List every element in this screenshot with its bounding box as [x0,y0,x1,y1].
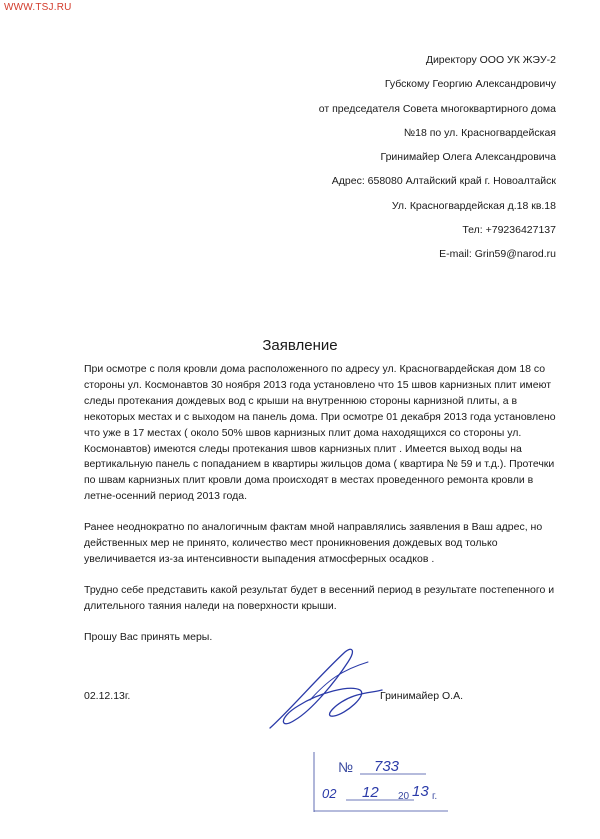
site-watermark: WWW.TSJ.RU [4,2,72,13]
document-title: Заявление [262,337,338,354]
body-paragraph: При осмотре с поля кровли дома расположенного по адресу ул. Красногвардейская дом 18 со стороны ул. Космонавтов 30 ноября 2013 года установлено что 15 швов карнизных плит имеют следы протекания дождевых вод с крыши на внутреннюю стороны карнизной плиты, а в некоторых местах и с выходом на панель дома. При осмотре 01 декабря 2013 года установлено что уже в 17 местах ( около 50% швов карнизных плит дома находящихся со стороны ул. Космонавтов) имеются следы протекания швов карнизных плит . Имеется выход воды на вертикальную панель с попаданием в квартиры жильцов дома ( квартира № 59 и т.д.). Протечки по швам карнизных плит кровли дома происходят в местах проведенного ремонта кровли в летне-осенний период 2013 года. [84,363,556,503]
addressee-line: от председателя Совета многоквартирного дома [318,102,556,115]
document-date: 02.12.13г. [84,690,131,702]
addressee-line: Директору ООО УК ЖЭУ-2 [425,54,556,66]
stamp-year-mark: г. [432,791,438,802]
addressee-block [176,48,556,267]
addressee-line: Тел: +79236427137 [462,224,556,237]
body-paragraph: Ранее неоднократно по аналогичным фактам мной направлялись заявления в Ваш адрес, но действенных мер не принято, количество мест проникновения дождевых вод только увеличивается из-за интенсивности выпадения атмосферных осадков . [84,521,543,565]
addressee-line: Адрес: 658080 Алтайский край г. Новоалтайск [331,175,556,188]
stamp-year-suffix: 13 [412,783,429,800]
handwritten-signature [250,640,390,740]
registration-stamp [308,752,448,812]
signer-name: Гринимайер О.А. [380,690,463,702]
document-body [84,362,560,661]
stamp-year-prefix: 20 [398,791,410,802]
stamp-day: 02 [322,786,337,801]
addressee-line: №18 по ул. Красногвардейская [403,126,556,139]
body-paragraph: Прошу Вас принять меры. [84,630,213,643]
body-paragraph: Трудно себе представить какой результат будет в весенний период в результате постепенного и длительного таяния наледи на поверхности крыши. [84,583,555,612]
addressee-line: Губскому Георгию Александровичу [384,78,556,91]
stamp-number: 733 [374,758,400,775]
addressee-line: Гринимайер Олега Александровича [380,151,556,164]
stamp-month: 12 [362,784,379,801]
addressee-line: Ул. Красногвардейская д.18 кв.18 [391,199,556,212]
stamp-number-prefix: № [338,759,354,775]
addressee-line: E-mail: Grin59@narod.ru [439,248,556,261]
